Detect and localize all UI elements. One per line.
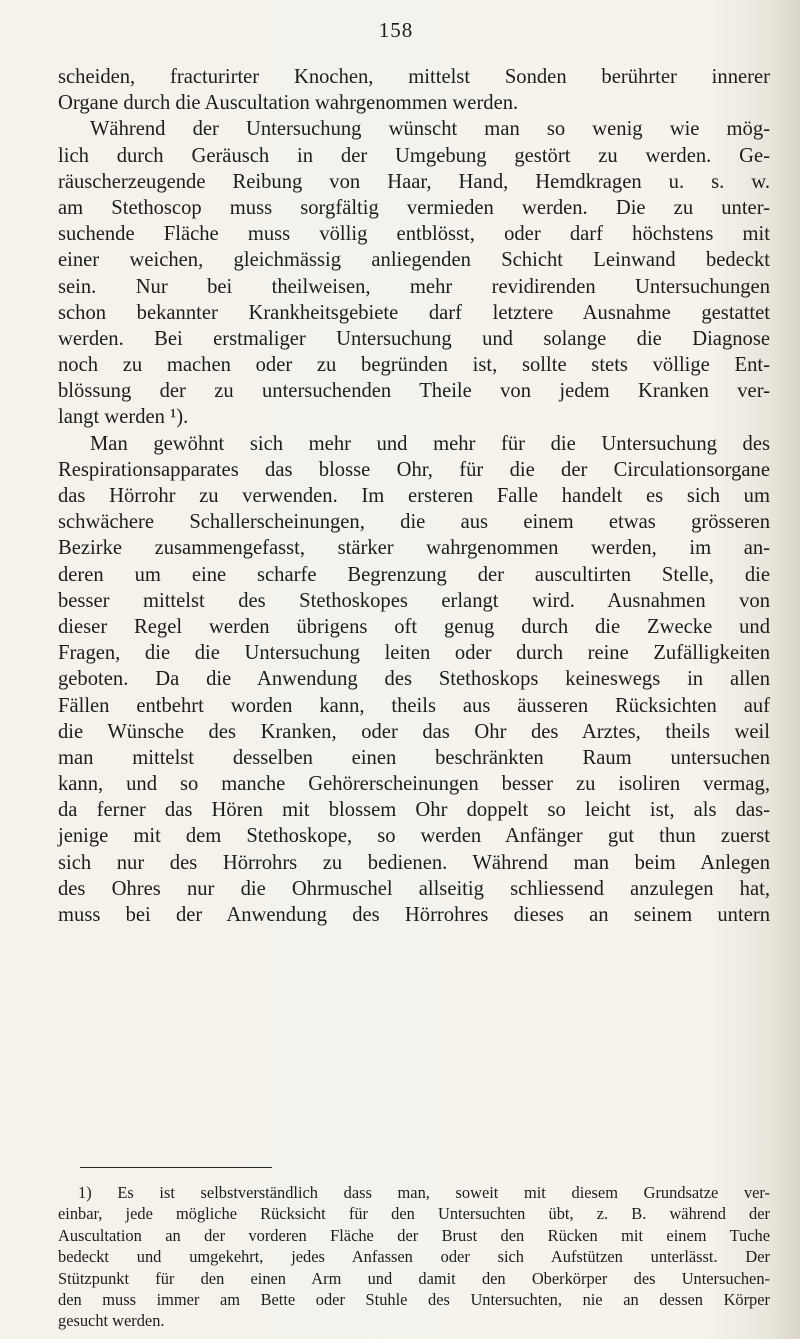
text-line: muss bei der Anwendung des Hörrohres dieses an seinem untern — [58, 904, 770, 926]
text-line: Organe durch die Auscultation wahrgenommen werden. — [58, 92, 519, 115]
footnote-line: gesucht werden. — [58, 1311, 165, 1331]
text-line: Fällen entbehrt worden kann, theils aus äusseren Rücksichten auf — [58, 694, 770, 717]
text-line: deren um eine scharfe Begrenzung der auscultirten Stelle, die — [58, 563, 770, 586]
footnote-separator — [80, 1167, 272, 1168]
text-line: besser mittelst des Stethoskopes erlangt wird. Ausnahmen von — [58, 589, 770, 612]
text-line: schwächere Schallerscheinungen, die aus einem etwas grösseren — [58, 511, 770, 534]
footnote-line: bedeckt und umgekehrt, jedes Anfassen oder sich Aufstützen unterlässt. Der — [58, 1247, 770, 1267]
text-line: werden. Bei erstmaliger Untersuchung und solange die Diagnose — [58, 327, 770, 350]
body-text — [58, 64, 770, 928]
text-line: geboten. Da die Anwendung des Stethoskops keineswegs in allen — [58, 668, 770, 691]
text-line: suchende Fläche muss völlig entblösst, oder darf höchstens mit — [58, 223, 770, 246]
text-line: sein. Nur bei theilweisen, mehr revidirenden Untersuchungen — [58, 275, 770, 298]
text-line: Man gewöhnt sich mehr und mehr für die Untersuchung des — [90, 432, 770, 455]
footnote-line: Stützpunkt für den einen Arm und damit den Oberkörper des Untersuchen- — [58, 1268, 770, 1288]
text-line: lich durch Geräusch in der Umgebung gestört zu werden. Ge- — [58, 144, 770, 167]
text-line: dieser Regel werden übrigens oft genug durch die Zwecke und — [58, 615, 770, 638]
text-line: langt werden ¹). — [58, 406, 189, 429]
text-line: einer weichen, gleichmässig anliegenden Schicht Leinwand bedeckt — [58, 249, 770, 272]
footnote-line: den muss immer am Bette oder Stuhle des Untersuchten, nie an dessen Körper — [58, 1289, 770, 1309]
text-line: Respirationsapparates das blosse Ohr, für die der Circulationsorgane — [58, 458, 770, 481]
text-line: blössung der zu untersuchenden Theile von jedem Kranken ver- — [58, 380, 770, 403]
text-line: sich nur des Hörrohrs zu bedienen. Während man beim Anlegen — [58, 851, 770, 874]
text-line: räuscherzeugende Reibung von Haar, Hand, Hemdkragen u. s. w. — [58, 170, 770, 193]
text-line: das Hörrohr zu verwenden. Im ersteren Falle handelt es sich um — [58, 485, 770, 507]
text-line: noch zu machen oder zu begründen ist, sollte stets völlige Ent- — [58, 354, 770, 377]
text-line: Bezirke zusammengefasst, stärker wahrgenommen werden, im an- — [58, 537, 770, 560]
page-number: 158 — [378, 18, 414, 42]
footnote — [58, 1182, 770, 1332]
footnote-line: 1) Es ist selbstverständlich dass man, soweit mit diesem Grundsatze ver- — [78, 1183, 770, 1202]
text-line: die Wünsche des Kranken, oder das Ohr des Arztes, theils weil — [58, 720, 770, 743]
text-line: kann, und so manche Gehörerscheinungen besser zu isoliren vermag, — [58, 773, 770, 796]
text-line: Fragen, die die Untersuchung leiten oder durch reine Zufälligkeiten — [58, 642, 770, 665]
footnote-line: einbar, jede mögliche Rücksicht für den Untersuchten übt, z. B. während der — [58, 1204, 770, 1224]
text-line: schon bekannter Krankheitsgebiete darf letztere Ausnahme gestattet — [58, 301, 770, 324]
text-line: jenige mit dem Stethoskope, so werden Anfänger gut thun zuerst — [58, 825, 770, 848]
text-line: des Ohres nur die Ohrmuschel allseitig schliessend anzulegen hat, — [58, 877, 770, 900]
text-line: Während der Untersuchung wünscht man so wenig wie mög- — [90, 118, 770, 141]
text-line: scheiden, fracturirter Knochen, mittelst Sonden berührter innerer — [58, 66, 770, 88]
text-line: man mittelst desselben einen beschränkten Raum untersuchen — [58, 746, 770, 769]
text-line: am Stethoscop muss sorgfältig vermieden werden. Die zu unter- — [58, 196, 770, 219]
text-line: da ferner das Hören mit blossem Ohr doppelt so leicht ist, als das- — [58, 799, 770, 822]
footnote-line: Auscultation an der vorderen Fläche der Brust den Rücken mit einem Tuche — [58, 1225, 770, 1245]
